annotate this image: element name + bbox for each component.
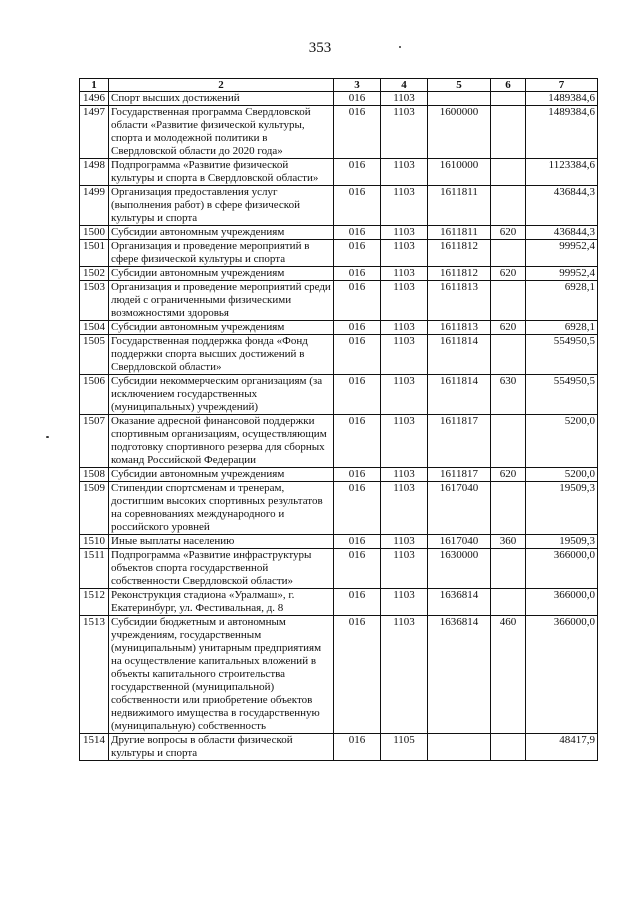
section-code: 1103 [381,549,428,589]
target-article-code: 1636814 [428,589,491,616]
row-name: Субсидии автономным учреждениям [109,321,334,335]
section-code: 1103 [381,468,428,482]
table-row [80,92,598,106]
amount: 99952,4 [526,267,598,281]
row-number: 1497 [80,106,109,159]
table-row [80,589,598,616]
section-code: 1103 [381,186,428,226]
ministry-code: 016 [334,240,381,267]
amount: 5200,0 [526,415,598,468]
row-name: Другие вопросы в области физической культуры и спорта [109,734,334,761]
row-name: Организация и проведение мероприятий среди людей с ограниченными физическими возможностями здоровья [109,281,334,321]
expense-type-code [491,335,526,375]
table-row [80,482,598,535]
amount: 48417,9 [526,734,598,761]
target-article-code: 1611814 [428,375,491,415]
expense-type-code [491,281,526,321]
scan-speck [46,436,49,438]
target-article-code: 1630000 [428,549,491,589]
row-number: 1505 [80,335,109,375]
expense-type-code [491,92,526,106]
ministry-code: 016 [334,106,381,159]
amount: 19509,3 [526,482,598,535]
section-code: 1103 [381,616,428,734]
target-article-code: 1600000 [428,106,491,159]
target-article-code: 1611817 [428,415,491,468]
table-row [80,186,598,226]
ministry-code: 016 [334,415,381,468]
ministry-code: 016 [334,734,381,761]
table-row [80,267,598,281]
row-number: 1499 [80,186,109,226]
row-number: 1498 [80,159,109,186]
section-code: 1103 [381,267,428,281]
column-header: 2 [109,79,334,92]
section-code: 1103 [381,482,428,535]
row-name: Организация и проведение мероприятий в сфере физической культуры и спорта [109,240,334,267]
expense-type-code [491,734,526,761]
column-header: 7 [526,79,598,92]
section-code: 1103 [381,535,428,549]
expense-type-code [491,159,526,186]
amount: 436844,3 [526,186,598,226]
target-article-code: 1610000 [428,159,491,186]
amount: 366000,0 [526,549,598,589]
section-code: 1103 [381,159,428,186]
row-number: 1512 [80,589,109,616]
row-name: Субсидии бюджетным и автономным учреждениям, государственным (муниципальным) унитарным предприятиям на осуществление капитальных вложений в объекты капитального строительства государственной (муниципальной) собственности или приобретение объектов недвижимого имущества в государственную (муниципальную) собственность [109,616,334,734]
section-code: 1103 [381,415,428,468]
table-row [80,415,598,468]
ministry-code: 016 [334,281,381,321]
ministry-code: 016 [334,267,381,281]
expense-type-code: 620 [491,321,526,335]
ministry-code: 016 [334,321,381,335]
target-article-code: 1611811 [428,226,491,240]
amount: 1123384,6 [526,159,598,186]
page-number: 353 [308,40,332,56]
amount: 99952,4 [526,240,598,267]
ministry-code: 016 [334,482,381,535]
expense-type-code [491,106,526,159]
budget-table [79,78,598,761]
row-number: 1511 [80,549,109,589]
column-header: 3 [334,79,381,92]
column-header: 4 [381,79,428,92]
row-name: Оказание адресной финансовой поддержки спортивным организациям, осуществляющим подготовку спортивного резерва для сборных команд Российской Федерации [109,415,334,468]
expense-type-code [491,415,526,468]
ministry-code: 016 [334,535,381,549]
ministry-code: 016 [334,468,381,482]
amount: 554950,5 [526,375,598,415]
table-row [80,375,598,415]
row-name: Подпрограмма «Развитие физической культуры и спорта в Свердловской области» [109,159,334,186]
section-code: 1105 [381,734,428,761]
row-number: 1514 [80,734,109,761]
ministry-code: 016 [334,589,381,616]
expense-type-code: 620 [491,267,526,281]
section-code: 1103 [381,92,428,106]
ministry-code: 016 [334,375,381,415]
ministry-code: 016 [334,159,381,186]
table-row [80,734,598,761]
header-row [80,79,598,92]
target-article-code: 1611811 [428,186,491,226]
target-article-code: 1617040 [428,535,491,549]
amount: 554950,5 [526,335,598,375]
row-number: 1503 [80,281,109,321]
expense-type-code: 620 [491,226,526,240]
section-code: 1103 [381,281,428,321]
row-name: Организация предоставления услуг (выполнения работ) в сфере физической культуры и спорта [109,186,334,226]
row-name: Субсидии некоммерческим организациям (за исключением государственных (муниципальных) учреждений) [109,375,334,415]
expense-type-code: 630 [491,375,526,415]
table-row [80,321,598,335]
row-name: Спорт высших достижений [109,92,334,106]
target-article-code: 1611813 [428,321,491,335]
amount: 436844,3 [526,226,598,240]
row-name: Государственная программа Свердловской области «Развитие физической культуры, спорта и молодежной политики в Свердловской области до 2020 года» [109,106,334,159]
row-number: 1504 [80,321,109,335]
target-article-code: 1617040 [428,482,491,535]
target-article-code: 1611812 [428,240,491,267]
amount: 6928,1 [526,321,598,335]
expense-type-code [491,549,526,589]
ministry-code: 016 [334,186,381,226]
section-code: 1103 [381,240,428,267]
row-name: Субсидии автономным учреждениям [109,226,334,240]
section-code: 1103 [381,375,428,415]
expense-type-code [491,482,526,535]
section-code: 1103 [381,335,428,375]
table-row [80,159,598,186]
amount: 1489384,6 [526,106,598,159]
target-article-code [428,734,491,761]
target-article-code: 1636814 [428,616,491,734]
amount: 366000,0 [526,589,598,616]
target-article-code: 1611813 [428,281,491,321]
ministry-code: 016 [334,549,381,589]
column-header: 1 [80,79,109,92]
amount: 5200,0 [526,468,598,482]
ministry-code: 016 [334,92,381,106]
table-row [80,281,598,321]
row-number: 1510 [80,535,109,549]
section-code: 1103 [381,226,428,240]
table-row [80,226,598,240]
expense-type-code [491,186,526,226]
row-number: 1507 [80,415,109,468]
amount: 1489384,6 [526,92,598,106]
target-article-code: 1611812 [428,267,491,281]
expense-type-code [491,589,526,616]
expense-type-code: 460 [491,616,526,734]
row-number: 1500 [80,226,109,240]
ministry-code: 016 [334,335,381,375]
expense-type-code: 360 [491,535,526,549]
column-header: 6 [491,79,526,92]
row-name: Государственная поддержка фонда «Фонд поддержки спорта высших достижений в Свердловской области» [109,335,334,375]
row-number: 1506 [80,375,109,415]
row-name: Субсидии автономным учреждениям [109,468,334,482]
row-number: 1496 [80,92,109,106]
table-row [80,616,598,734]
target-article-code [428,92,491,106]
table-row [80,106,598,159]
ministry-code: 016 [334,616,381,734]
row-name: Подпрограмма «Развитие инфраструктуры объектов спорта государственной собственности Свердловской области» [109,549,334,589]
table-row [80,549,598,589]
row-name: Стипендии спортсменам и тренерам, достигшим высоких спортивных результатов на соревнованиях международного и российского уровней [109,482,334,535]
table-row [80,468,598,482]
section-code: 1103 [381,589,428,616]
column-header: 5 [428,79,491,92]
row-number: 1509 [80,482,109,535]
table-row [80,335,598,375]
row-name: Субсидии автономным учреждениям [109,267,334,281]
expense-type-code [491,240,526,267]
row-number: 1501 [80,240,109,267]
row-name: Иные выплаты населению [109,535,334,549]
scan-speck [399,46,401,48]
expense-type-code: 620 [491,468,526,482]
section-code: 1103 [381,106,428,159]
amount: 19509,3 [526,535,598,549]
row-number: 1502 [80,267,109,281]
target-article-code: 1611814 [428,335,491,375]
table-row [80,240,598,267]
row-number: 1508 [80,468,109,482]
amount: 366000,0 [526,616,598,734]
ministry-code: 016 [334,226,381,240]
amount: 6928,1 [526,281,598,321]
table-row [80,535,598,549]
row-name: Реконструкция стадиона «Уралмаш», г. Екатеринбург, ул. Фестивальная, д. 8 [109,589,334,616]
section-code: 1103 [381,321,428,335]
target-article-code: 1611817 [428,468,491,482]
row-number: 1513 [80,616,109,734]
